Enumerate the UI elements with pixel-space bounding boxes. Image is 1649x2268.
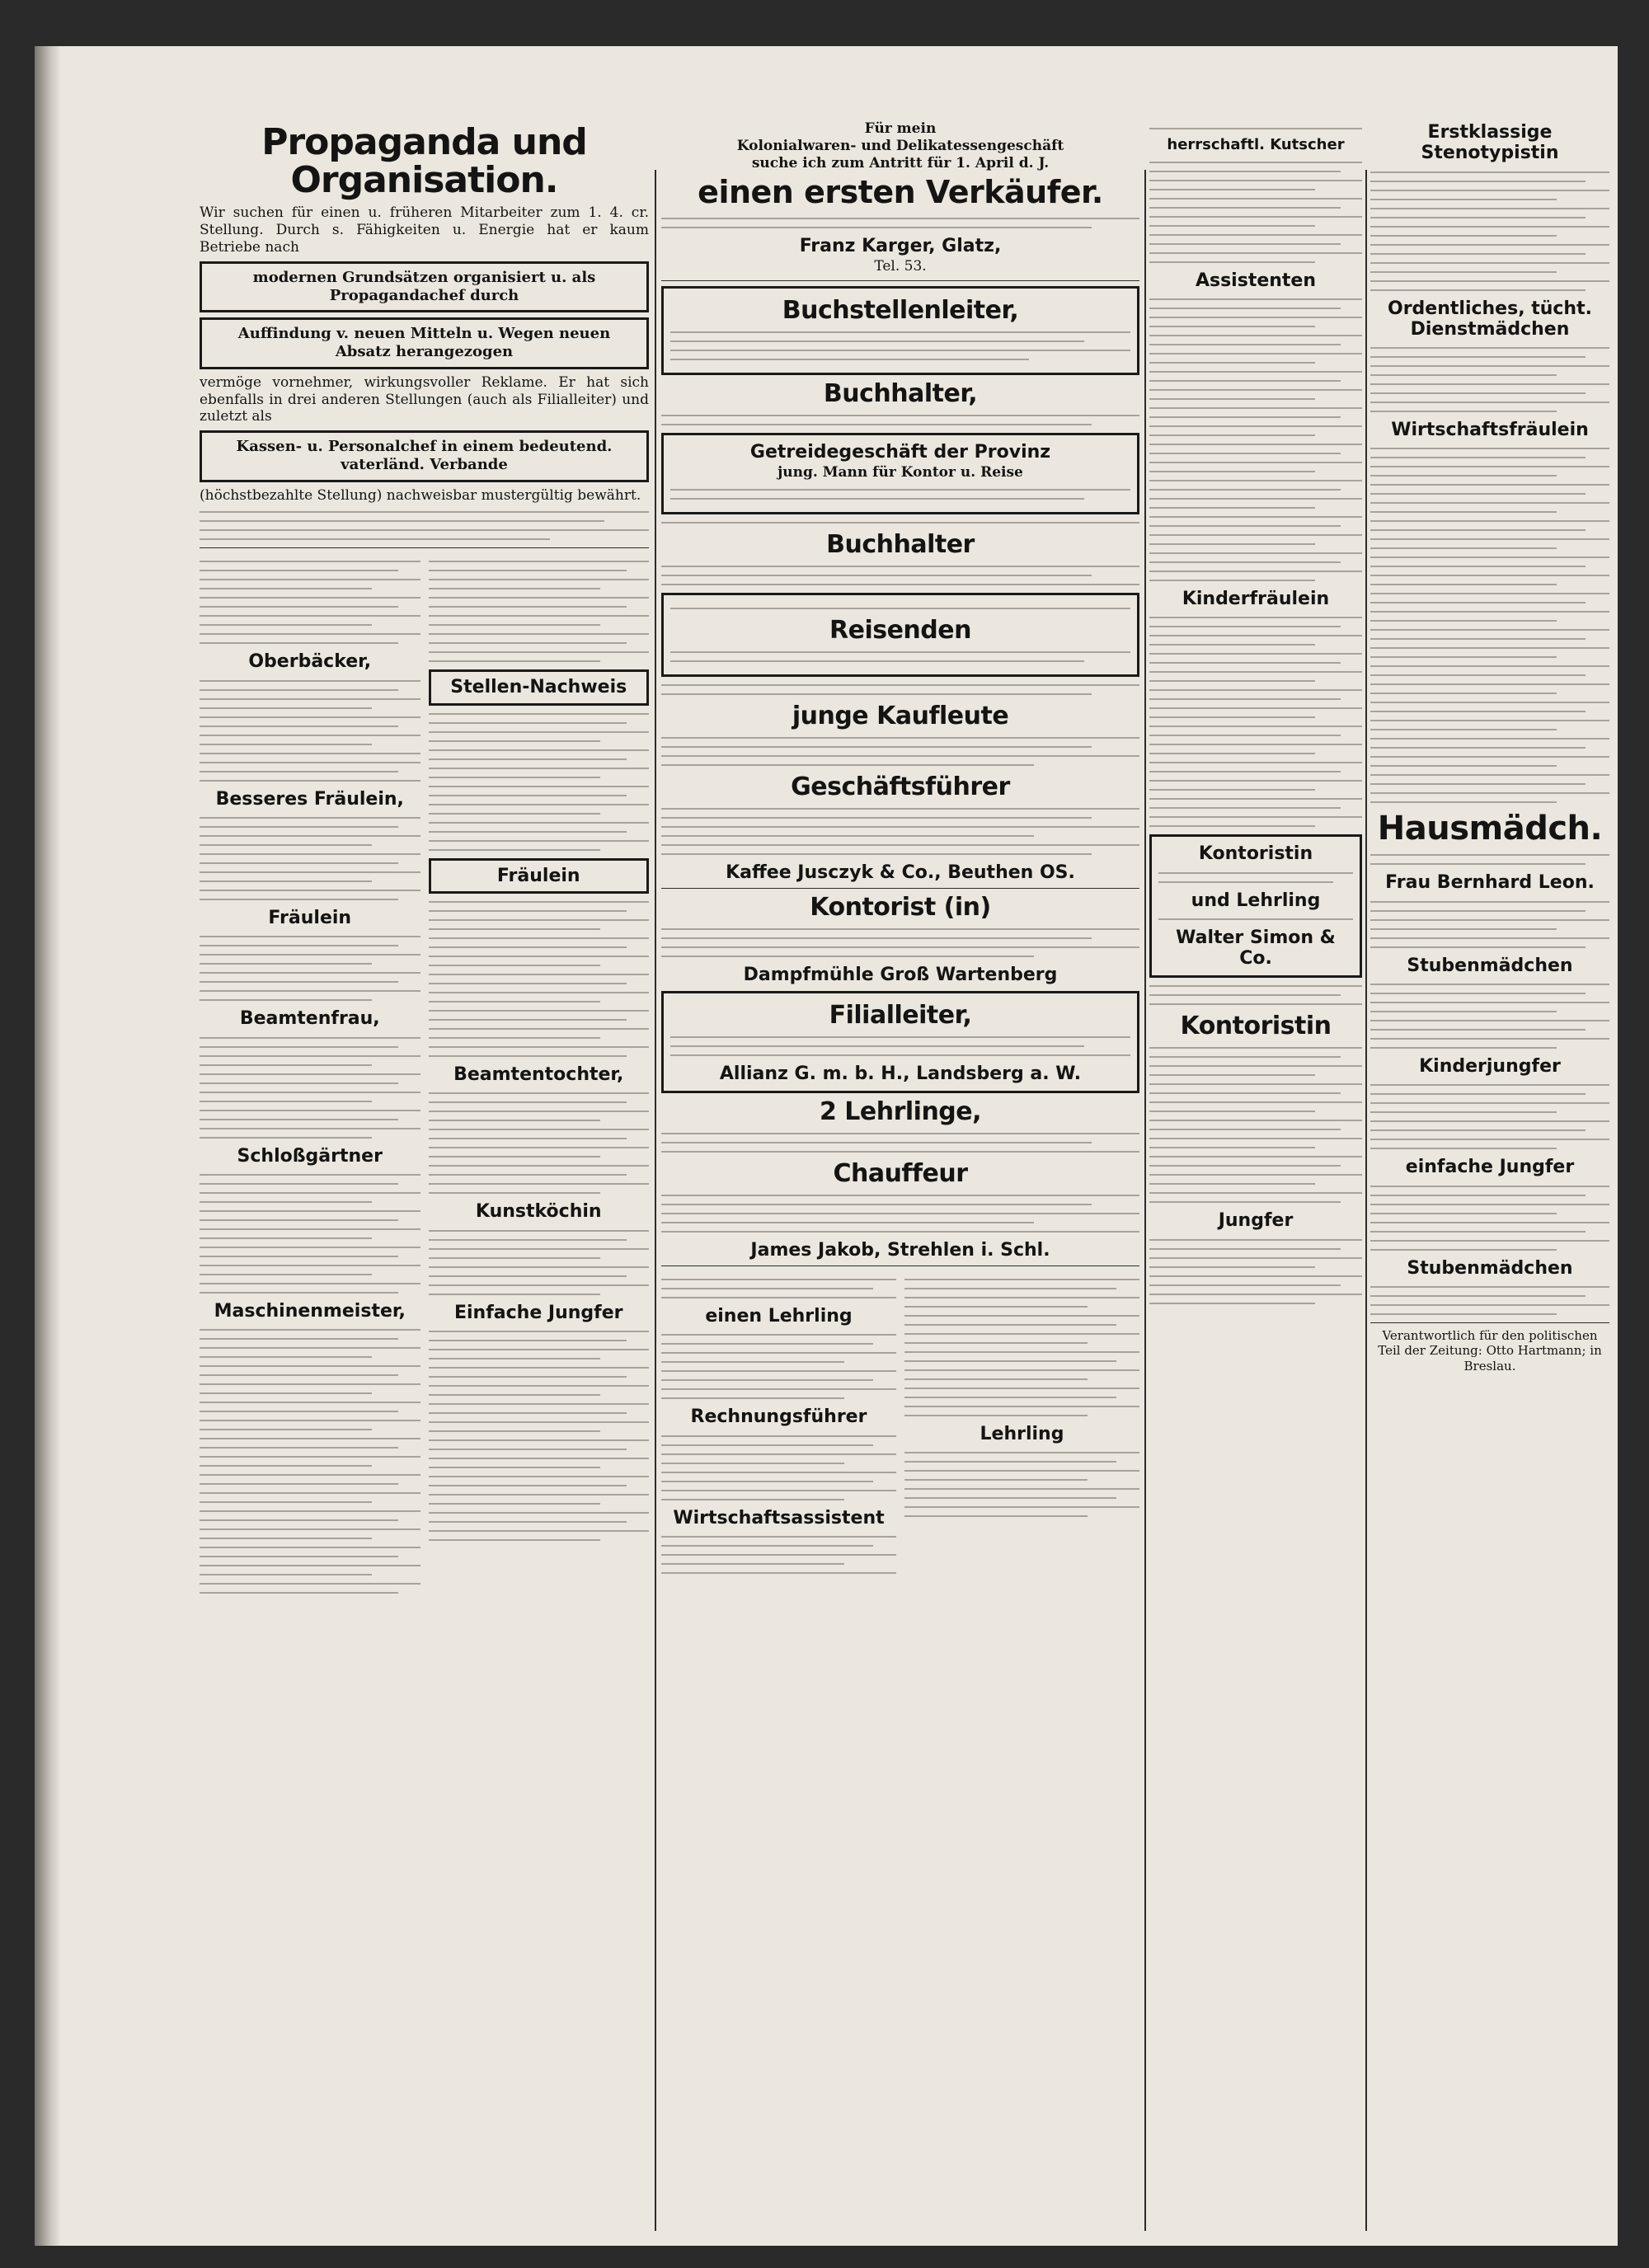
ad-heading: Stubenmädchen xyxy=(1407,955,1573,976)
ad-heading: Beamtenfrau, xyxy=(239,1008,380,1030)
newspaper-page xyxy=(35,46,1618,2246)
ad-heading: Kunstköchin xyxy=(475,1201,602,1223)
ad-text: Tel. 53. xyxy=(874,257,927,275)
column-1 xyxy=(200,120,649,2219)
ad-heading: Kinderfräulein xyxy=(1182,588,1330,609)
ad-heading: Ordentliches, tücht. Dienstmädchen xyxy=(1388,298,1592,340)
ad-heading: Wirtschaftsassistent xyxy=(673,1507,885,1528)
ad-text: vermöge vornehmer, wirkungsvoller Reklame. Er hat sich ebenfalls in drei anderen Stellungen (auch als Filialleiter) und zuletzt als xyxy=(200,373,649,425)
column-2 xyxy=(661,120,1139,2219)
ad-headline: Geschäftsführer xyxy=(791,772,1010,801)
ad-subheading: und Lehrling xyxy=(1191,890,1321,911)
ad-heading: einfache Jungfer xyxy=(1405,1157,1575,1178)
ad-text: Für mein xyxy=(864,120,937,137)
ad-heading: Besseres Fräulein, xyxy=(215,788,404,810)
ad-headline: Buchstellenleiter, xyxy=(782,295,1019,325)
ad-heading: Einfache Jungfer xyxy=(453,1302,623,1323)
ad-heading: Lehrling xyxy=(980,1424,1064,1445)
ad-company: Dampfmühle Groß Wartenberg xyxy=(743,965,1058,986)
ad-heading: Rechnungsführer xyxy=(690,1406,867,1428)
ad-headline: Kontoristin xyxy=(1180,1012,1332,1041)
column-rule xyxy=(655,170,656,2231)
classified-grid xyxy=(661,1271,1139,1581)
column-rule xyxy=(1365,170,1367,2231)
section-header: Propaganda und Organisation. xyxy=(261,121,587,202)
ad-heading: Wirtschaftsfräulein xyxy=(1391,420,1589,441)
ad-heading: Fräulein xyxy=(268,908,352,929)
ad-headline: junge Kaufleute xyxy=(792,701,1009,730)
ad-box xyxy=(661,433,1139,514)
ad-heading: Kinderjungfer xyxy=(1419,1056,1561,1078)
ad-heading: Maschinenmeister, xyxy=(214,1300,406,1322)
ad-box xyxy=(1149,834,1362,978)
ad-bar: Auffindung v. neuen Mitteln u. Wegen neuen Absatz herangezogen xyxy=(200,317,649,369)
classified-subcolumn-left xyxy=(661,1271,896,1581)
ad-company: James Jakob, Strehlen i. Schl. xyxy=(750,1239,1050,1261)
ad-headline: Chauffeur xyxy=(833,1158,968,1188)
ad-headline: Getreidegeschäft der Provinz xyxy=(749,441,1051,463)
classified-subcolumn-right xyxy=(429,553,650,1601)
ad-company: Frau Bernhard Leon. xyxy=(1385,872,1595,894)
ad-box xyxy=(661,991,1139,1093)
ad-subheading: jung. Mann für Kontor u. Reise xyxy=(778,464,1023,481)
ad-text: (höchstbezahlte Stellung) nachweisbar mustergültig bewährt. xyxy=(200,486,641,504)
column-rule xyxy=(1144,170,1146,2231)
ad-heading-boxed: Stellen-Nachweis xyxy=(429,669,650,705)
ad-company: Allianz G. m. b. H., Landsberg a. W. xyxy=(719,1063,1082,1084)
small-print xyxy=(200,511,649,540)
ad-headline: Hausmädch. xyxy=(1377,810,1603,848)
imprint-footer: Verantwortlich für den politischen Teil der Zeitung: Otto Hartmann; in Breslau. xyxy=(1378,1327,1602,1373)
ad-heading: Erstklassige Stenotypistin xyxy=(1421,122,1559,164)
ad-headline: Kontorist (in) xyxy=(810,893,991,923)
ad-bar: Kassen- u. Personalchef in einem bedeutend. vaterländ. Verbande xyxy=(200,430,649,481)
ad-heading: Kontoristin xyxy=(1198,843,1313,865)
classified-subcolumn-right xyxy=(904,1271,1139,1581)
ad-headline: einen ersten Verkäufer. xyxy=(698,173,1103,210)
ad-bar: modernen Grundsätzen organisiert u. als Propagandachef durch xyxy=(200,261,649,312)
ad-box xyxy=(661,593,1139,677)
column-4 xyxy=(1370,120,1609,2219)
classified-grid xyxy=(200,553,649,1601)
ad-headline: Filialleiter, xyxy=(829,1000,972,1030)
ad-heading: Jungfer xyxy=(1218,1210,1294,1232)
ad-headline: Reisenden xyxy=(829,615,971,645)
ad-heading: Schloßgärtner xyxy=(237,1145,383,1167)
ad-heading-boxed: Fräulein xyxy=(429,858,650,894)
ad-company: Walter Simon & Co. xyxy=(1176,927,1336,970)
page-binding xyxy=(35,46,61,2246)
ad-company: Kaffee Jusczyk & Co., Beuthen OS. xyxy=(726,862,1075,883)
ad-heading: Assistenten xyxy=(1195,270,1317,291)
ad-heading: Beamtentochter, xyxy=(453,1064,624,1086)
ad-headline: Buchhalter xyxy=(826,529,975,559)
column-3 xyxy=(1149,120,1362,2219)
classified-subcolumn-left xyxy=(200,553,420,1601)
ad-heading: Oberbäcker, xyxy=(248,651,372,673)
ad-heading: einen Lehrling xyxy=(705,1306,853,1327)
ad-text: suche ich zum Antritt für 1. April d. J. xyxy=(751,154,1050,171)
ad-headline: 2 Lehrlinge, xyxy=(819,1096,982,1126)
ad-text: Wir suchen für einen u. früheren Mitarbeiter zum 1. 4. cr. Stellung. Durch s. Fähigkeiten u. Energie hat er kaum Betriebe nach xyxy=(200,204,649,256)
ad-heading: Stubenmädchen xyxy=(1407,1257,1573,1279)
ad-heading: herrschaftl. Kutscher xyxy=(1167,136,1345,153)
ad-box xyxy=(661,286,1139,375)
ad-company: Franz Karger, Glatz, xyxy=(799,235,1002,256)
ad-headline: Buchhalter, xyxy=(823,378,978,408)
ad-text: Kolonialwaren- und Delikatessengeschäft xyxy=(736,137,1064,154)
